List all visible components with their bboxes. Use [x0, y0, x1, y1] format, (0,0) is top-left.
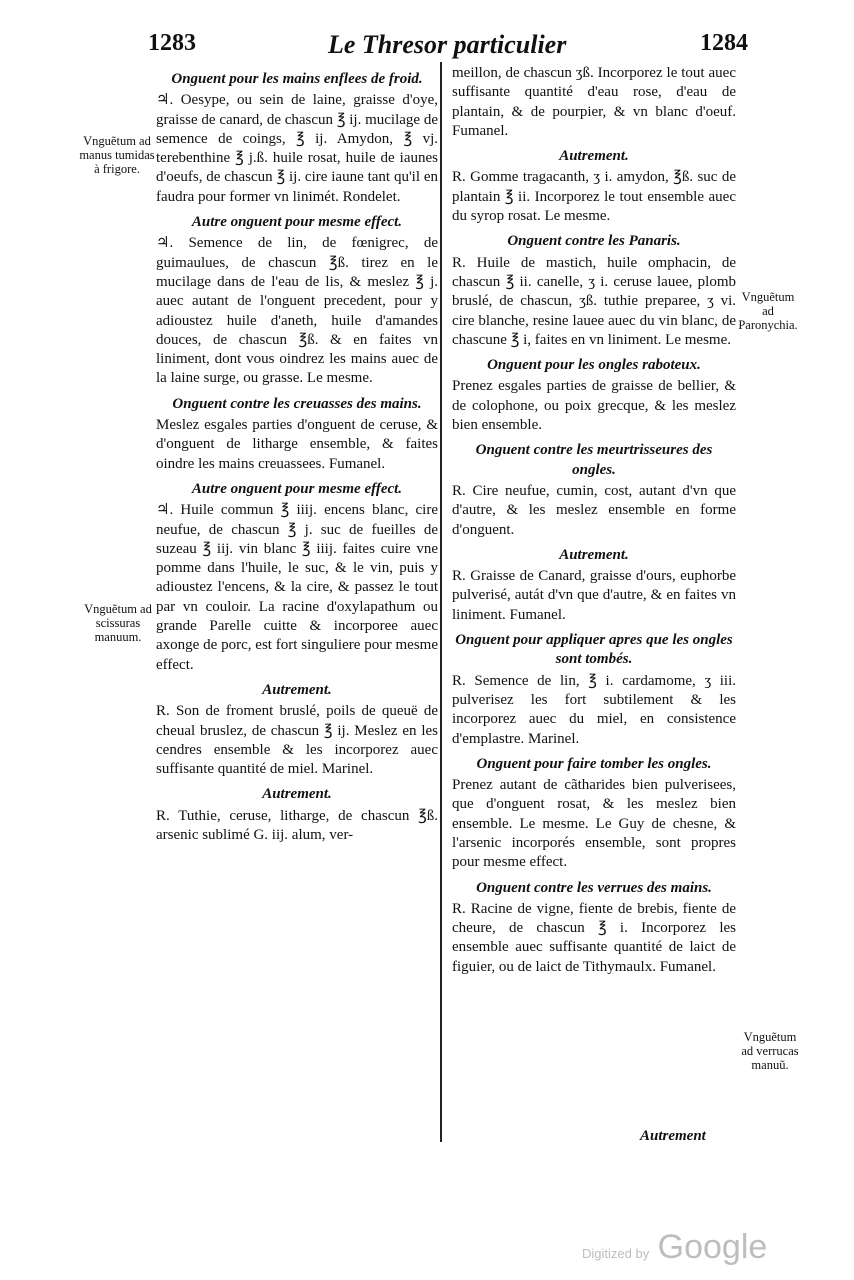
running-title: Le Thresor particulier	[328, 30, 567, 59]
section-heading: Autrement.	[559, 148, 629, 165]
section-heading: Autre onguent pour mesme effect.	[191, 480, 403, 497]
paragraph: ♃. Huile commun ℥ iiij. encens blanc, cire neufue, de chascun ℥ j. suc de fueilles de suzeau ℥ iij. vin blanc ℥ iiij. faites cuire vne pomme dans l'huile, le suc, & le vin, puis y adioustez l'encens, & la cire, & passez le tout par vn couloir. La racine d'oxylapathum ou grande Parelle cuitte & incorporee auec axonge de porc, est fort singuliere pour mesme effect.	[156, 502, 438, 673]
paragraph: Prenez autant de cãtharides bien pulverisees, que d'onguent rosat, & les meslez bien ensemble. Le mesme. Le Guy de chesne, & l'arsenic incorporés ensemble, sont propres pour mesme effect.	[452, 777, 736, 871]
margin-note: Vnguẽtum ad manus tumidas à frigore.	[79, 134, 155, 176]
section-heading: Onguent pour faire tomber les ongles.	[476, 755, 712, 772]
page-number-left: 1283	[148, 30, 196, 56]
section-heading: Autre onguent pour mesme effect.	[191, 214, 403, 231]
section-heading: Onguent pour les mains enflees de froid.	[171, 71, 423, 87]
section-heading: Onguent contre les Panaris.	[507, 233, 681, 250]
section-heading: Onguent contre les verrues des mains.	[476, 879, 712, 896]
watermark-prefix: Digitized by	[582, 1246, 650, 1261]
paragraph: R. Son de froment bruslé, poils de queuë de cheual bruslez, de chascun ℥ ij. Meslez en les cendres ensemble & les incorporez auec suffisante quantité de miel. Marinel.	[156, 703, 438, 778]
paragraph: R. Cire neufue, cumin, cost, autant d'vn que d'autre, & les meslez ensemble en forme d'onguent.	[452, 482, 736, 538]
paragraph: R. Semence de lin, ℥ i. cardamome, ʒ iii. pulverisez les fort subtilement & les incorporez auec du miel, en consistence d'emplastre. Marinel.	[452, 672, 736, 747]
paragraph: R. Graisse de Canard, graisse d'ours, euphorbe pulverisé, autát d'vn que d'autre, & en faites vn liniment. Fumanel.	[452, 568, 736, 623]
margin-note: Vnguẽtum ad verrucas manuũ.	[741, 1030, 799, 1072]
paragraph: R. Racine de vigne, fiente de brebis, fiente de cheure, de chascun ℥ i. Incorporez les ensemble auec suffisante quantité de laict de figuier, ou de laict de Tithymaulx. Fumanel.	[452, 900, 736, 975]
paragraph: ♃. Oesype, ou sein de laine, graisse d'oye, graisse de canard, de chascun ℥ ij. mucilage de semence de coings, ℥ ij. Amydon, ℥ vj. terebenthine ℥ j.ß. huile rosat, huile de iaunes d'oeufs, de chascun ℥ ij. cire iaune tant qu'il en faudra pour former vn linimét. Rondelet.	[156, 92, 438, 205]
margin-note: Vnguẽtum ad scissuras manuum.	[84, 602, 152, 644]
paragraph: R. Tuthie, ceruse, litharge, de chascun ℥ß. arsenic sublimé G. iij. alum, ver-	[156, 807, 438, 843]
google-watermark	[582, 1228, 767, 1267]
paragraph: R. Huile de mastich, huile omphacin, de chascun ℥ ii. canelle, ʒ i. ceruse lauee, plomb bruslé, de chascun, ʒß. tuthie preparee, ʒ vi. cire blanche, resine lauee auec du vin blanc, de chascune ℥ i, faites en vn liniment. Le mesme.	[452, 254, 736, 348]
section-heading: Autrement.	[262, 681, 332, 698]
paragraph: Meslez esgales parties d'onguent de ceruse, & d'onguent de litharge ensemble, & faites oindre les mains creuassees. Fumanel.	[156, 417, 438, 472]
left-column	[156, 64, 438, 845]
paragraph: ♃. Semence de lin, de fœnigrec, de guimaulues, de chascun ℥ß. tirez en le mucilage dans de l'eau de lis, & meslez ℥ j. auec autant de l'onguent precedent, pour y adioustez huile d'aneth, huile d'amandes douces, de chascun ℥ß. & en faites vn liniment, dont vous oindrez les mains auec de la laine surge, ou grasse. Le mesme.	[156, 235, 438, 387]
right-column	[452, 64, 736, 977]
section-heading: Autrement.	[262, 786, 332, 803]
section-heading: Onguent contre les creuasses des mains.	[172, 395, 422, 412]
paragraph: meillon, de chascun ʒß. Incorporez le tout auec suffisante quantité d'eau rose, d'eau de plantain, & de pourpier, & vn blanc d'oeuf. Fumanel.	[452, 65, 736, 139]
page-number-right: 1284	[700, 30, 748, 56]
column-divider	[440, 62, 442, 1142]
margin-note: Vnguẽtum ad Paronychia.	[738, 290, 798, 332]
section-heading: Onguent contre les meurtrisseures des ongles.	[475, 442, 713, 478]
paragraph: Prenez esgales parties de graisse de bellier, & de colophone, ou poix grecque, & les meslez bien ensemble.	[452, 378, 736, 434]
section-heading: Onguent pour appliquer apres que les ongles sont tombés.	[455, 632, 733, 668]
watermark-logo: Google	[657, 1228, 768, 1266]
section-heading: Onguent pour les ongles raboteux.	[487, 357, 701, 374]
paragraph: R. Gomme tragacanth, ʒ i. amydon, ℥ß. suc de plantain ℥ ii. Incorporez le tout ensemble auec du syrop rosat. Le mesme.	[452, 169, 736, 225]
catchword: Autrement	[640, 1128, 706, 1144]
section-heading: Autrement.	[559, 546, 629, 563]
